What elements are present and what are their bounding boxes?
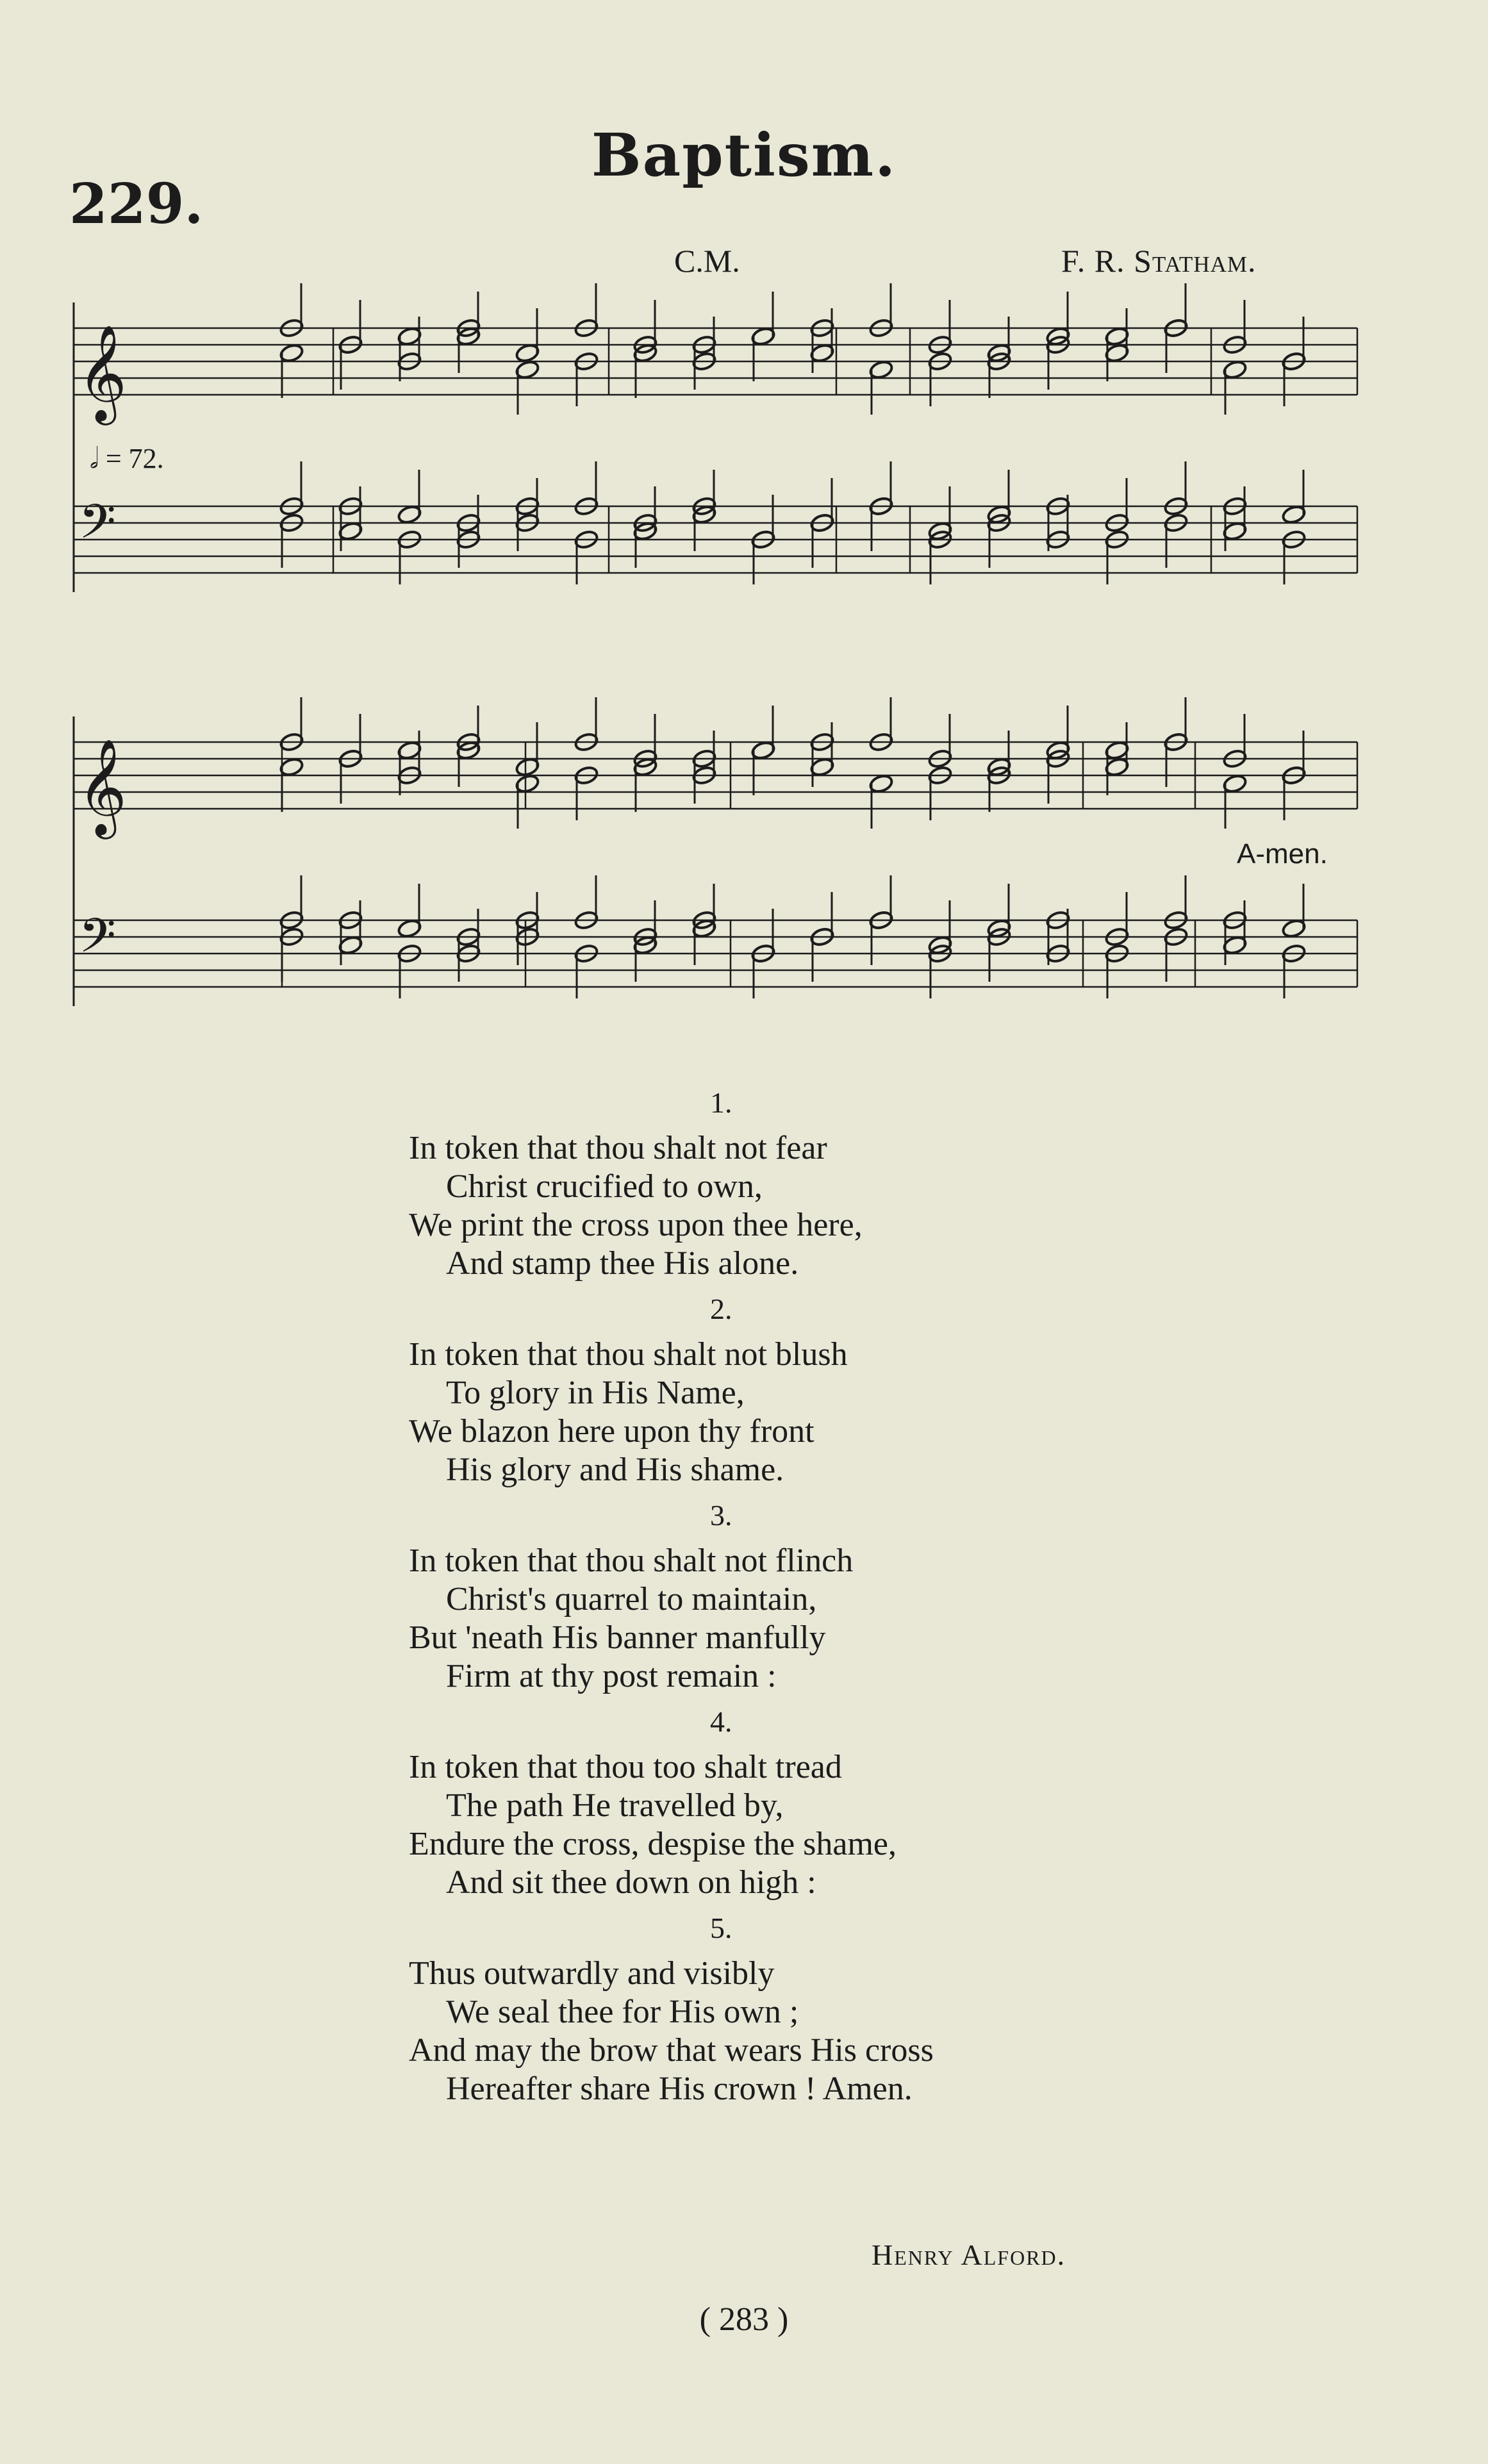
author-credit: Henry Alford. [872,2238,1066,2271]
verses [409,1077,1370,2108]
verse-line: And stamp thee His alone. [446,1245,799,1282]
verse-line: To glory in His Name, [446,1375,745,1411]
verse-line: In token that thou shalt not flinch [409,1542,854,1579]
verse-line: His glory and His shame. [446,1451,784,1488]
treble-clef-icon: 𝄞 [78,738,127,835]
verse-line: In token that thou too shalt tread [409,1749,842,1785]
verse-line: We seal thee for His own ; [446,1994,799,2030]
verse-line: Christ's quarrel to maintain, [446,1581,817,1617]
verse-number: 5. [710,1912,732,1944]
verse-number: 2. [710,1293,732,1325]
music-score [0,0,1488,1057]
bass-clef-icon: 𝄢 [79,494,116,561]
verse-line: In token that thou shalt not fear [409,1130,827,1166]
tempo-marking: 𝅗𝅥 = 72. [90,443,164,474]
hymn-number: 229. [69,172,204,236]
verse-line: Firm at thy post remain : [446,1658,777,1694]
verse-line: Thus outwardly and visibly [409,1955,775,1992]
verse-number: 3. [710,1499,732,1532]
amen-label: A-men. [1237,838,1328,870]
verse [409,1696,1370,1902]
verse-line: We blazon here upon thy front [409,1413,814,1450]
verse-line: We print the cross upon thee here, [409,1207,863,1243]
verse [409,1283,1370,1489]
verse-line: And may the brow that wears His cross [409,2032,934,2069]
verse [409,1077,1370,1283]
verse-number: 1. [710,1086,732,1119]
verse-number: 4. [710,1705,732,1738]
treble-clef-icon: 𝄞 [78,324,127,421]
verse-line: Endure the cross, despise the shame, [409,1826,897,1862]
verse-line: But 'neath His banner manfully [409,1619,826,1656]
hymn-title: Baptism. [591,120,897,190]
bass-clef-icon: 𝄢 [79,908,116,975]
verse-line: In token that thou shalt not blush [409,1336,848,1373]
verse [409,1902,1370,2108]
verse [409,1489,1370,1696]
verse-line: Hereafter share His crown ! Amen. [446,2071,913,2107]
verse-line: And sit thee down on high : [446,1864,816,1901]
page-number: ( 283 ) [699,2301,789,2338]
meter-label: C.M. [674,243,740,279]
verse-line: The path He travelled by, [446,1787,784,1824]
verse-line: Christ crucified to own, [446,1168,763,1205]
composer-credit: F. R. Statham. [1061,243,1257,279]
